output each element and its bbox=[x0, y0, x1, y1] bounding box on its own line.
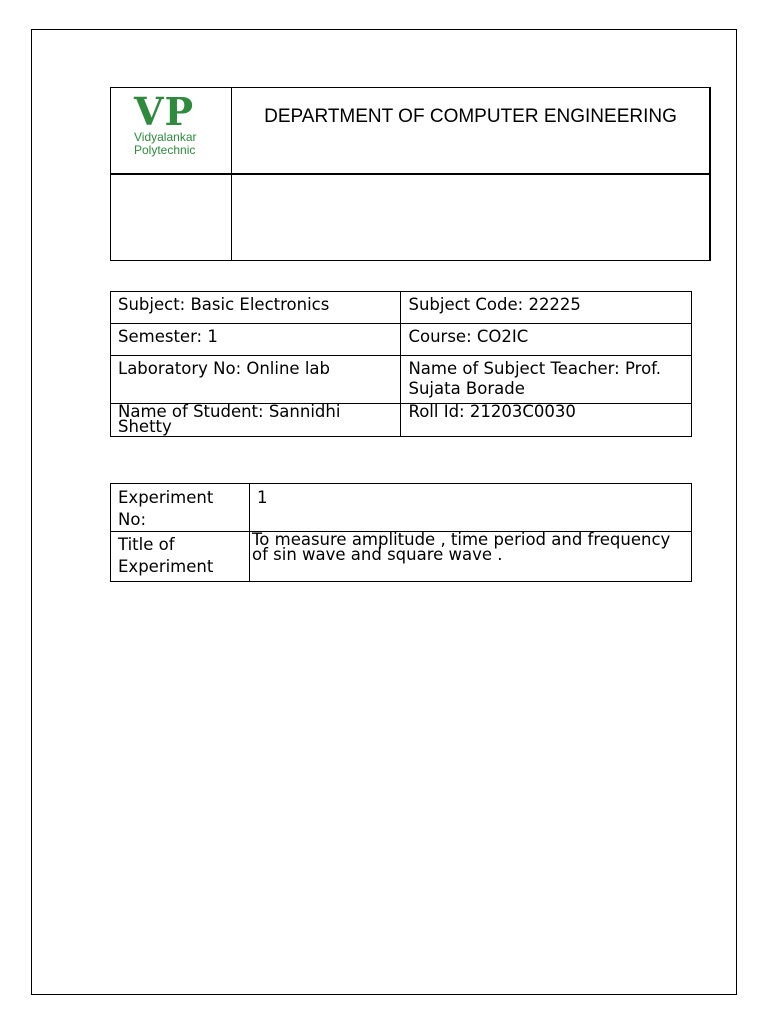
lab-no-cell: Laboratory No: Online lab bbox=[111, 356, 401, 404]
student-cell: Name of Student: Sannidhi Shetty bbox=[111, 404, 401, 437]
table-row bbox=[111, 292, 692, 324]
course-cell: Course: CO2IC bbox=[401, 324, 692, 356]
experiment-title-label: Title of Experiment bbox=[111, 532, 250, 582]
subject-cell: Subject: Basic Electronics bbox=[111, 292, 401, 324]
roll-id-cell: Roll Id: 21203C0030 bbox=[401, 404, 692, 437]
table-row bbox=[111, 532, 692, 582]
logo-mark: VP bbox=[134, 89, 195, 134]
logo-line2: Polytechnic bbox=[134, 143, 196, 157]
info-table bbox=[110, 291, 692, 437]
experiment-table bbox=[110, 483, 692, 582]
table-row bbox=[111, 404, 692, 437]
experiment-no-value: 1 bbox=[250, 484, 692, 532]
subject-code-cell: Subject Code: 22225 bbox=[401, 292, 692, 324]
table-row bbox=[111, 484, 692, 532]
vp-logo bbox=[134, 89, 209, 157]
table-row bbox=[111, 356, 692, 404]
teacher-cell: Name of Subject Teacher: Prof. Sujata Borade bbox=[401, 356, 692, 404]
experiment-title-value: To measure amplitude , time period and frequency of sin wave and square wave . bbox=[250, 532, 692, 582]
department-title: DEPARTMENT OF COMPUTER ENGINEERING bbox=[264, 106, 677, 127]
table-row bbox=[111, 324, 692, 356]
logo-line1: Vidyalankar bbox=[134, 130, 197, 144]
experiment-no-label: Experiment No: bbox=[111, 484, 250, 532]
semester-cell: Semester: 1 bbox=[111, 324, 401, 356]
